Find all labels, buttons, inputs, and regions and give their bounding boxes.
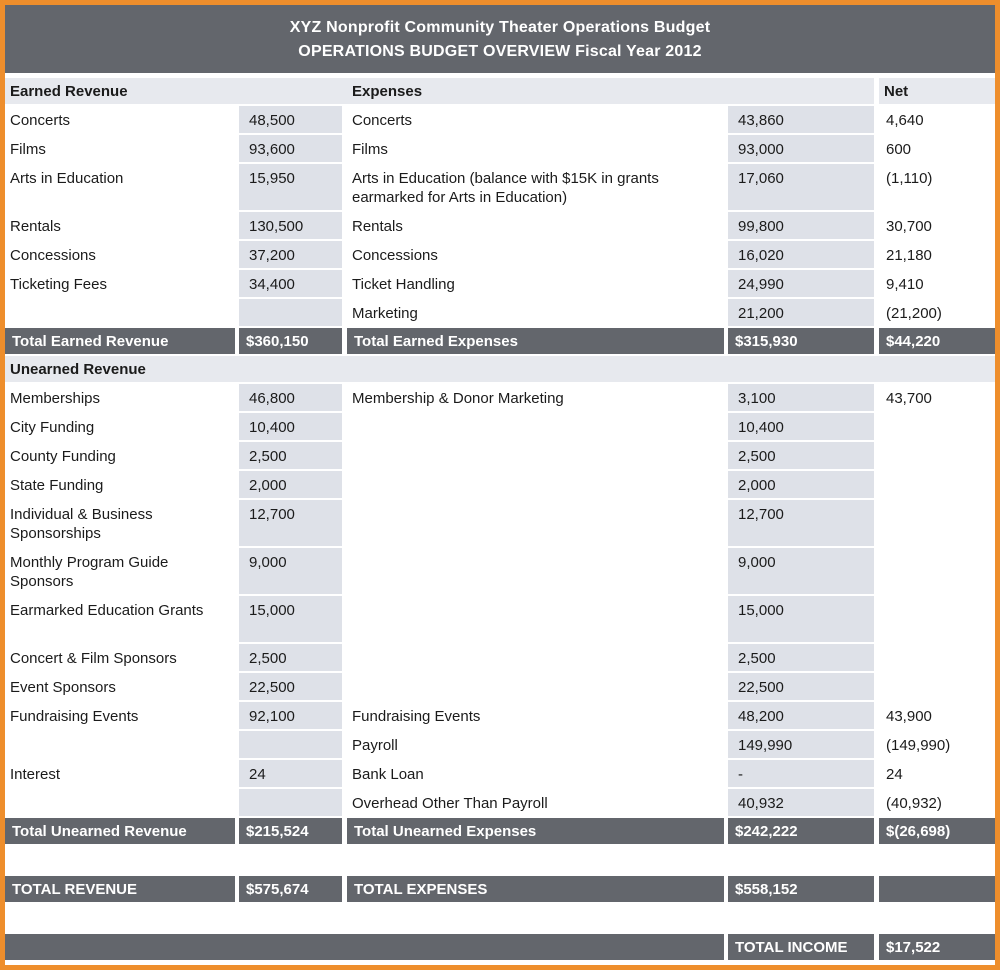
total-revenue-value: $215,524: [239, 818, 342, 844]
expense-value-cell: 149,990: [728, 731, 874, 758]
revenue-value-cell: 15,000: [239, 596, 342, 642]
total-income-label: TOTAL INCOME: [728, 934, 874, 960]
net-value-cell: [879, 442, 995, 469]
spacer-row: [5, 904, 995, 932]
expense-value-cell: 21,200: [728, 299, 874, 326]
expense-label: Films: [347, 135, 724, 162]
net-value-cell: [879, 500, 995, 546]
column-header-band: [5, 78, 874, 104]
expense-value-cell: 93,000: [728, 135, 874, 162]
expense-value-cell: 40,932: [728, 789, 874, 816]
total-label: TOTAL REVENUE: [5, 876, 235, 902]
expense-label: Membership & Donor Marketing: [347, 384, 724, 411]
earned-revenue-column-header: Earned Revenue: [10, 83, 128, 100]
total-expense-value: $242,222: [728, 818, 874, 844]
net-value-cell: 600: [879, 135, 995, 162]
expense-label: [347, 471, 724, 498]
total-net-value: $44,220: [879, 328, 995, 354]
row-label: State Funding: [5, 471, 235, 498]
revenue-value-cell: 34,400: [239, 270, 342, 297]
expense-value-cell: 2,500: [728, 442, 874, 469]
expense-value-cell: 48,200: [728, 702, 874, 729]
row-label: Earmarked Education Grants: [5, 596, 235, 642]
row-label: Event Sponsors: [5, 673, 235, 700]
total-net-value: $(26,698): [879, 818, 995, 844]
net-value-cell: 30,700: [879, 212, 995, 239]
revenue-value-cell: 130,500: [239, 212, 342, 239]
total-expense-label: Total Earned Expenses: [347, 328, 724, 354]
expense-value-cell: 22,500: [728, 673, 874, 700]
revenue-value-cell: 48,500: [239, 106, 342, 133]
revenue-value-cell: 93,600: [239, 135, 342, 162]
net-value-cell: 43,700: [879, 384, 995, 411]
expense-label: Arts in Education (balance with $15K in grants earmarked for Arts in Education): [347, 164, 724, 210]
total-revenue-value: $360,150: [239, 328, 342, 354]
spacer-row: [5, 846, 995, 874]
revenue-value-cell: 46,800: [239, 384, 342, 411]
expense-label: Marketing: [347, 299, 724, 326]
revenue-value-cell: 2,000: [239, 471, 342, 498]
expense-value-cell: 2,500: [728, 644, 874, 671]
expense-value-cell: 24,990: [728, 270, 874, 297]
revenue-value-cell: 9,000: [239, 548, 342, 594]
row-label: Concerts: [5, 106, 235, 133]
expense-label: [347, 548, 724, 594]
net-value-cell: 43,900: [879, 702, 995, 729]
net-value-cell: [879, 413, 995, 440]
row-label: Ticketing Fees: [5, 270, 235, 297]
expense-value-cell: 2,000: [728, 471, 874, 498]
revenue-value-cell: [239, 299, 342, 326]
net-value-cell: [879, 644, 995, 671]
expenses-column-header: Expenses: [352, 83, 423, 100]
revenue-value-cell: 24: [239, 760, 342, 787]
expense-value-cell: 43,860: [728, 106, 874, 133]
total-expense-label: TOTAL EXPENSES: [347, 876, 724, 902]
section-header-unearned-revenue: Unearned Revenue: [5, 356, 995, 382]
expense-value-cell: 15,000: [728, 596, 874, 642]
row-label: City Funding: [5, 413, 235, 440]
row-label: [5, 789, 235, 816]
net-value-cell: 24: [879, 760, 995, 787]
expense-value-cell: 16,020: [728, 241, 874, 268]
net-value-cell: [879, 548, 995, 594]
expense-label: Ticket Handling: [347, 270, 724, 297]
expense-label: Overhead Other Than Payroll: [347, 789, 724, 816]
row-label: Monthly Program Guide Sponsors: [5, 548, 235, 594]
total-label: Total Unearned Revenue: [5, 818, 235, 844]
document-header: [5, 5, 995, 73]
revenue-value-cell: 22,500: [239, 673, 342, 700]
expense-value-cell: -: [728, 760, 874, 787]
total-revenue-value: $575,674: [239, 876, 342, 902]
net-value-cell: [879, 471, 995, 498]
row-label: [5, 299, 235, 326]
expense-label: [347, 413, 724, 440]
expense-value-cell: 99,800: [728, 212, 874, 239]
revenue-value-cell: 15,950: [239, 164, 342, 210]
row-label: Concert & Film Sponsors: [5, 644, 235, 671]
expense-value-cell: 10,400: [728, 413, 874, 440]
budget-table: [5, 78, 995, 960]
expense-label: Fundraising Events: [347, 702, 724, 729]
expense-value-cell: 3,100: [728, 384, 874, 411]
total-expense-value: $315,930: [728, 328, 874, 354]
expense-value-cell: 12,700: [728, 500, 874, 546]
revenue-value-cell: [239, 789, 342, 816]
net-value-cell: 9,410: [879, 270, 995, 297]
net-column-header: Net: [879, 78, 995, 104]
revenue-value-cell: 10,400: [239, 413, 342, 440]
net-value-cell: 21,180: [879, 241, 995, 268]
net-value-cell: (149,990): [879, 731, 995, 758]
total-income-value: $17,522: [879, 934, 995, 960]
total-net-value: [879, 876, 995, 902]
expense-label: Payroll: [347, 731, 724, 758]
row-label: Films: [5, 135, 235, 162]
row-label: Fundraising Events: [5, 702, 235, 729]
row-label: County Funding: [5, 442, 235, 469]
revenue-value-cell: 12,700: [239, 500, 342, 546]
document-title-line2: OPERATIONS BUDGET OVERVIEW Fiscal Year 2012: [298, 43, 702, 60]
document-title-line1: XYZ Nonprofit Community Theater Operations Budget: [289, 19, 711, 36]
expense-value-cell: 17,060: [728, 164, 874, 210]
revenue-value-cell: 92,100: [239, 702, 342, 729]
row-label: Arts in Education: [5, 164, 235, 210]
expense-label: [347, 673, 724, 700]
net-value-cell: (21,200): [879, 299, 995, 326]
expense-label: Concerts: [347, 106, 724, 133]
expense-label: [347, 596, 724, 642]
row-label: Concessions: [5, 241, 235, 268]
row-label: Memberships: [5, 384, 235, 411]
expense-label: Bank Loan: [347, 760, 724, 787]
row-label: [5, 731, 235, 758]
expense-label: [347, 500, 724, 546]
expense-label: [347, 644, 724, 671]
revenue-value-cell: 37,200: [239, 241, 342, 268]
total-income-filler: [5, 934, 724, 960]
row-label: Rentals: [5, 212, 235, 239]
revenue-value-cell: 2,500: [239, 442, 342, 469]
expense-label: Rentals: [347, 212, 724, 239]
total-expense-value: $558,152: [728, 876, 874, 902]
net-value-cell: (40,932): [879, 789, 995, 816]
row-label: Individual & Business Sponsorships: [5, 500, 235, 546]
expense-value-cell: 9,000: [728, 548, 874, 594]
expense-label: [347, 442, 724, 469]
net-value-cell: 4,640: [879, 106, 995, 133]
row-label: Interest: [5, 760, 235, 787]
total-label: Total Earned Revenue: [5, 328, 235, 354]
net-value-cell: (1,110): [879, 164, 995, 210]
net-value-cell: [879, 596, 995, 642]
total-expense-label: Total Unearned Expenses: [347, 818, 724, 844]
revenue-value-cell: 2,500: [239, 644, 342, 671]
revenue-value-cell: [239, 731, 342, 758]
expense-label: Concessions: [347, 241, 724, 268]
net-value-cell: [879, 673, 995, 700]
